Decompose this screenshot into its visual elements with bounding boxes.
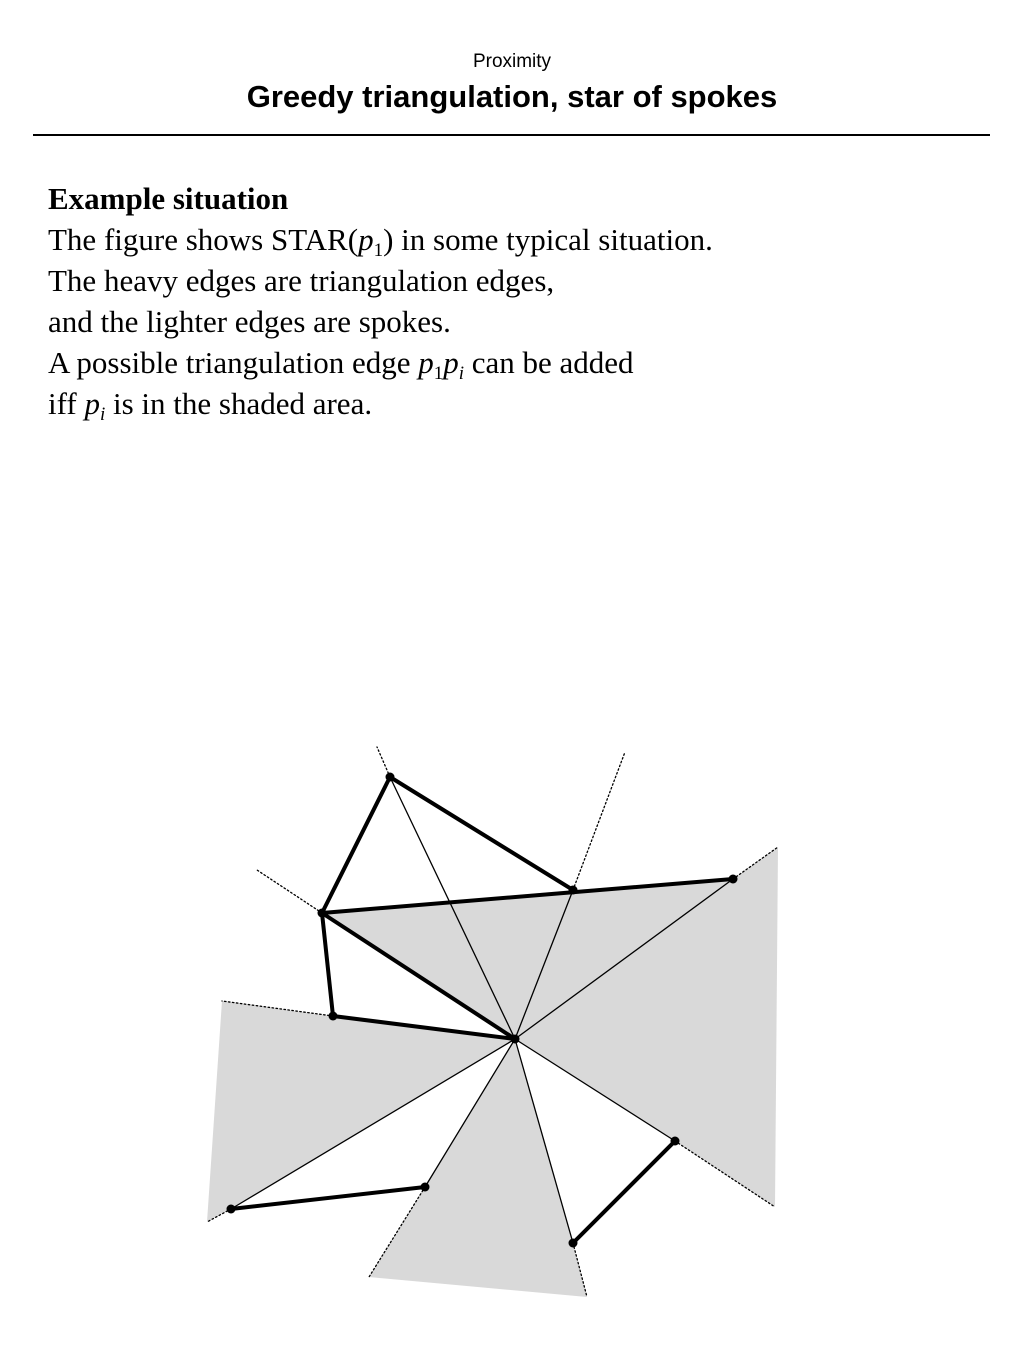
- text-line-5-start: iff: [48, 386, 85, 421]
- text-line-1-start: The figure shows STAR(: [48, 222, 359, 257]
- slide-kicker: Proximity: [472, 51, 552, 72]
- var-p: p: [84, 386, 100, 421]
- edge-upper-left-to-left: [322, 913, 333, 1016]
- edge-bottom-to-lower-right: [573, 1141, 675, 1243]
- text-line-2: The heavy edges are triangulation edges,: [48, 263, 555, 298]
- subscript-i: i: [458, 363, 464, 384]
- text-line-5-end: is in the shaded area.: [105, 386, 373, 421]
- shaded-regions: [207, 847, 778, 1297]
- extension-top: [377, 747, 390, 777]
- point-top: [386, 773, 395, 782]
- slide-title: Greedy triangulation, star of spokes: [246, 79, 778, 114]
- var-p: p: [358, 222, 374, 257]
- point-upper-left: [318, 909, 327, 918]
- text-line-4-end: can be added: [464, 345, 634, 380]
- var-p-second: p: [443, 345, 459, 380]
- subscript-1: 1: [433, 363, 444, 384]
- text-line-1-end: ) in some typical situation.: [383, 222, 713, 257]
- subscript-i: i: [99, 404, 106, 425]
- point-lower-right: [671, 1137, 680, 1146]
- point-upper-right: [729, 875, 738, 884]
- extension-upper-left: [257, 870, 322, 913]
- section-heading: Example situation: [48, 181, 289, 216]
- point-bottom-left: [421, 1183, 430, 1192]
- extension-upper-center: [573, 752, 625, 890]
- subscript-1: 1: [373, 240, 384, 261]
- point-upper-center: [569, 886, 578, 895]
- var-p-first: p: [418, 345, 434, 380]
- point-center: [511, 1035, 520, 1044]
- point-left: [329, 1012, 338, 1021]
- edge-top-to-upper-left: [322, 777, 390, 913]
- text-line-4-start: A possible triangulation edge: [48, 345, 419, 380]
- point-lower-left: [227, 1205, 236, 1214]
- text-line-3: and the lighter edges are spokes.: [48, 304, 451, 339]
- point-bottom: [569, 1239, 578, 1248]
